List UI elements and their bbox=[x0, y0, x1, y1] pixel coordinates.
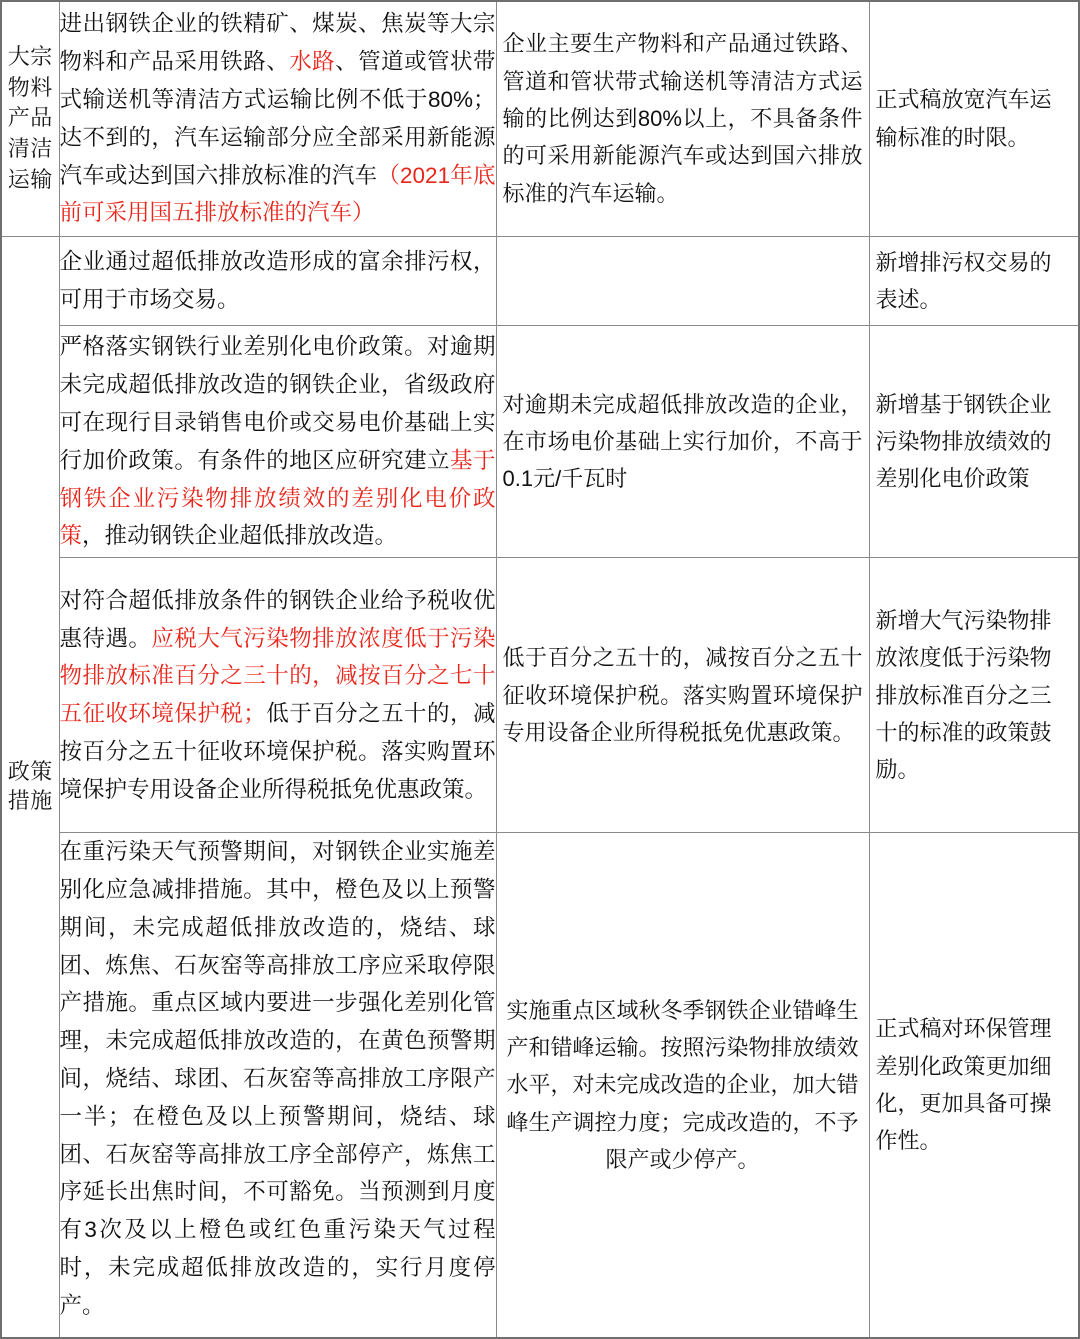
cell-draft-heavy-pollution bbox=[59, 833, 496, 1338]
text-run-normal: ，推动钢铁企业超低排放改造。 bbox=[82, 523, 398, 549]
table-row bbox=[1, 236, 1079, 326]
cell-note-tax-preference bbox=[869, 558, 1079, 833]
text-run-normal: 新增基于钢铁企业污染物排放绩效的差别化电价政策 bbox=[875, 391, 1052, 492]
cell-draft-emission-rights bbox=[59, 236, 496, 326]
table-row bbox=[1, 326, 1079, 558]
text-run-normal: 低于百分之五十的，减按百分之五十征收环境保护税。落实购置环境保护专用设备企业所得税抵免优惠政策。 bbox=[59, 701, 496, 802]
text-run-normal: 正式稿对环保管理差别化政策更加细化，更加具备可操作性。 bbox=[875, 1016, 1052, 1154]
text-run-normal: 企业通过超低排放改造形成的富余排污权，可用于市场交易。 bbox=[59, 249, 496, 312]
cell-final-power-price bbox=[496, 326, 869, 558]
cell-note-power-price bbox=[869, 326, 1079, 558]
cell-note-heavy-pollution bbox=[869, 833, 1079, 1338]
text-run-normal: 新增排污权交易的表述。 bbox=[875, 249, 1052, 312]
category-label-line: 政策 bbox=[7, 759, 53, 785]
cell-final-heavy-pollution bbox=[496, 833, 869, 1338]
category-label-line: 清洁 bbox=[7, 136, 53, 162]
text-run-highlight: 基于钢铁企业污染物排放绩效的差别化电价政策 bbox=[59, 447, 496, 549]
category-label-line: 大宗 bbox=[7, 43, 53, 69]
text-run-normal: 正式稿放宽汽车运输标准的时限。 bbox=[875, 87, 1052, 150]
text-run-normal: 、管道或管状带式输送机等清洁方式运输比例不低于80%；达不到的，汽车运输部分应全部采用新能源汽车或达到国六排放标准的汽车 bbox=[59, 49, 496, 188]
text-run-highlight: 水路 bbox=[289, 49, 336, 75]
row-category-policy-measures bbox=[1, 236, 59, 1338]
table-row bbox=[1, 1, 1079, 236]
text-run-normal: 严格落实钢铁行业差别化电价政策。对逾期未完成超低排放改造的钢铁企业，省级政府可在现行目录销售电价或交易电价基础上实行加价政策。有条件的地区应研究建立 bbox=[59, 334, 496, 473]
text-run-normal: 进出钢铁企业的铁精矿、煤炭、焦炭等大宗物料和产品采用铁路、 bbox=[59, 11, 496, 75]
text-run-normal: 新增大气污染物排放浓度低于污染物排放标准百分之三十的标准的政策鼓励。 bbox=[875, 607, 1052, 783]
cell-final-tax-preference bbox=[496, 558, 869, 833]
cell-draft-clean-transport bbox=[59, 1, 496, 236]
text-run-normal: 企业主要生产物料和产品通过铁路、管道和管状带式输送机等清洁方式运输的比例达到80%以上，不具备条件的可采用新能源汽车或达到国六排放标准的汽车运输。 bbox=[502, 31, 863, 206]
category-label-line: 物料 bbox=[7, 74, 53, 100]
row-category-clean-transport bbox=[1, 1, 59, 236]
cell-final-emission-rights bbox=[496, 236, 869, 326]
cell-draft-tax-preference bbox=[59, 558, 496, 833]
text-run-normal: 在重污染天气预警期间，对钢铁企业实施差别化应急减排措施。其中，橙色及以上预警期间，未完成超低排放改造的，烧结、球团、炼焦、石灰窑等高排放工序应采取停限产措施。重点区域内要进一步强化差别化管理，未完成超低排放改造的，在黄色预警期间，烧结、球团、石灰窑等高排放工序限产一半；在橙色及以上预警期间，烧结、球团、石灰窑等高排放工序全部停产，炼焦工序延长出焦时间，不可豁免。当预测到月度有3次及以上橙色或红色重污染天气过程时，未完成超低排放改造的，实行月度停产。 bbox=[59, 839, 496, 1318]
category-label-line: 运输 bbox=[7, 166, 53, 192]
text-run-highlight: （2021年底前可采用国五排放标准的汽车） bbox=[59, 162, 496, 226]
category-label-line: 产品 bbox=[7, 105, 53, 131]
table-row bbox=[1, 833, 1079, 1338]
cell-note-emission-rights bbox=[869, 236, 1079, 326]
cell-draft-power-price bbox=[59, 326, 496, 558]
text-run-normal: 低于百分之五十的，减按百分之五十征收环境保护税。落实购置环境保护专用设备企业所得税抵免优惠政策。 bbox=[502, 645, 863, 745]
cell-final-clean-transport bbox=[496, 1, 869, 236]
table-row bbox=[1, 558, 1079, 833]
category-label-line: 措施 bbox=[7, 787, 53, 813]
text-run-normal: 对符合超低排放条件的钢铁企业给予税收优惠待遇。 bbox=[59, 587, 496, 651]
text-run-normal: 对逾期未完成超低排放改造的企业，在市场电价基础上实行加价，不高于0.1元/千瓦时 bbox=[502, 391, 863, 492]
text-run-normal: 实施重点区域秋冬季钢铁企业错峰生产和错峰运输。按照污染物排放绩效水平，对未完成改造的企业，加大错峰生产调控力度；完成改造的，不予限产或少停产。 bbox=[506, 997, 859, 1173]
cell-note-clean-transport bbox=[869, 1, 1079, 236]
text-run-highlight: 应税大气污染物排放浓度低于污染物排放标准百分之三十的，减按百分之七十五征收环境保护税； bbox=[59, 625, 496, 727]
